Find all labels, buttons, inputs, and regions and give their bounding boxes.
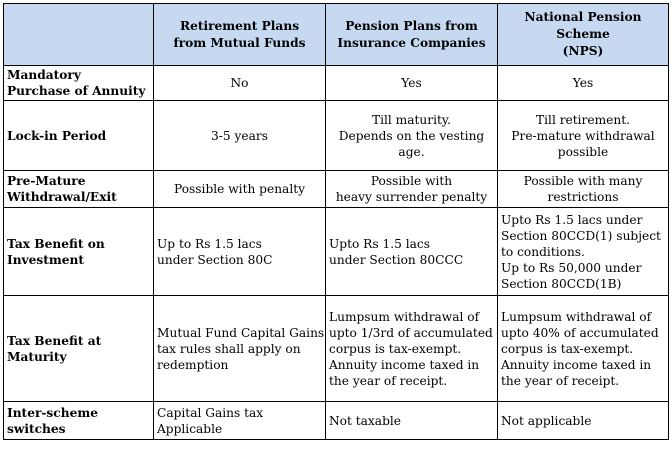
table-cell bbox=[154, 171, 326, 208]
table-cell bbox=[154, 402, 326, 440]
cell-line: Till retirement. bbox=[536, 112, 630, 127]
row-label-cell bbox=[4, 208, 154, 296]
row-label-cell bbox=[4, 296, 154, 402]
cell-line: Upto Rs 1.5 lacs under bbox=[501, 212, 643, 227]
cell-line: No bbox=[230, 76, 249, 90]
cell-line: Section 80CCD(1B) bbox=[501, 276, 622, 291]
header-line: Pension Plans from bbox=[345, 18, 478, 33]
row-label-line: Tax Benefit on bbox=[7, 236, 105, 251]
table-cell bbox=[326, 402, 498, 440]
header-line: Insurance Companies bbox=[337, 35, 486, 50]
row-label-line: Inter-scheme bbox=[7, 405, 98, 420]
cell-line: the year of receipt. bbox=[329, 373, 448, 388]
row-label-line: Withdrawal/Exit bbox=[7, 190, 117, 204]
header-line: National Pension bbox=[524, 10, 642, 24]
row-label-cell bbox=[4, 171, 154, 208]
row-label-cell bbox=[4, 402, 154, 440]
cell-line: corpus is tax-exempt. bbox=[329, 341, 462, 356]
cell-line: Up to Rs 1.5 lacs bbox=[157, 236, 262, 251]
cell-line: Not applicable bbox=[501, 413, 592, 428]
cell-line: Possible with many bbox=[523, 174, 643, 188]
cell-line: under Section 80CCC bbox=[329, 252, 464, 267]
cell-line: Annuity income taxed in bbox=[329, 357, 480, 372]
table-row bbox=[4, 208, 669, 296]
row-label-line: Lock-in Period bbox=[7, 128, 107, 143]
table-cell bbox=[154, 208, 326, 296]
cell-line: possible bbox=[557, 144, 609, 159]
header-line: Scheme bbox=[556, 27, 610, 41]
cell-line: redemption bbox=[157, 357, 229, 372]
row-label-line: switches bbox=[7, 421, 66, 436]
cell-line: Annuity income taxed in bbox=[501, 357, 652, 372]
row-label-cell bbox=[4, 101, 154, 171]
header-corner-cell bbox=[4, 4, 154, 66]
cell-line: Possible with penalty bbox=[174, 182, 305, 196]
cell-line: upto 40% of accumulated bbox=[501, 325, 659, 340]
row-label-line: Tax Benefit at bbox=[7, 333, 102, 348]
cell-line: age. bbox=[398, 144, 425, 159]
table-row bbox=[4, 402, 669, 440]
cell-line: restrictions bbox=[547, 190, 619, 204]
header-line: (NPS) bbox=[562, 44, 604, 58]
table-row bbox=[4, 101, 669, 171]
table-cell bbox=[326, 296, 498, 402]
table-row bbox=[4, 171, 669, 208]
table-cell bbox=[154, 66, 326, 101]
cell-line: Mutual Fund Capital Gains bbox=[157, 325, 325, 340]
row-label-line: Maturity bbox=[7, 349, 67, 364]
cell-line: Yes bbox=[572, 76, 594, 90]
cell-line: Lumpsum withdrawal of bbox=[329, 309, 480, 324]
row-label-cell bbox=[4, 66, 154, 101]
cell-line: upto 1/3rd of accumulated bbox=[329, 325, 493, 340]
cell-line: Up to Rs 50,000 under bbox=[501, 260, 642, 275]
table-row bbox=[4, 296, 669, 402]
cell-line: Capital Gains tax bbox=[157, 405, 264, 420]
table-cell bbox=[498, 66, 669, 101]
cell-line: Till maturity. bbox=[371, 112, 452, 127]
header-nps bbox=[498, 4, 669, 66]
cell-line: to conditions. bbox=[501, 244, 585, 259]
cell-line: Lumpsum withdrawal of bbox=[501, 309, 652, 324]
cell-line: Section 80CCD(1) subject bbox=[501, 228, 661, 243]
header-mutual-funds bbox=[154, 4, 326, 66]
row-label-line: Investment bbox=[7, 252, 85, 267]
row-label-line: Pre-Mature bbox=[7, 174, 86, 188]
table-cell bbox=[498, 296, 669, 402]
cell-line: Not taxable bbox=[329, 413, 401, 428]
cell-line: under Section 80C bbox=[157, 252, 273, 267]
table-cell bbox=[498, 171, 669, 208]
table-cell bbox=[498, 208, 669, 296]
comparison-table bbox=[3, 3, 669, 440]
header-insurance bbox=[326, 4, 498, 66]
table-cell bbox=[498, 101, 669, 171]
header-line: from Mutual Funds bbox=[173, 35, 306, 50]
table-cell bbox=[326, 208, 498, 296]
header-line: Retirement Plans bbox=[179, 18, 300, 33]
table-cell bbox=[326, 66, 498, 101]
table-cell bbox=[154, 296, 326, 402]
header-row bbox=[4, 4, 669, 66]
cell-line: Possible with bbox=[370, 174, 453, 188]
cell-line: corpus is tax-exempt. bbox=[501, 341, 634, 356]
cell-line: tax rules shall apply on bbox=[157, 341, 301, 356]
cell-line: heavy surrender penalty bbox=[335, 190, 488, 204]
cell-line: Yes bbox=[401, 76, 422, 90]
cell-line: Depends on the vesting bbox=[338, 128, 485, 143]
table-cell bbox=[326, 171, 498, 208]
cell-line: 3-5 years bbox=[211, 128, 268, 143]
table-cell bbox=[326, 101, 498, 171]
row-label-line: Purchase of Annuity bbox=[7, 84, 146, 98]
table-cell bbox=[154, 101, 326, 171]
cell-line: Pre-mature withdrawal bbox=[511, 128, 655, 143]
cell-line: the year of receipt. bbox=[501, 373, 620, 388]
row-label-line: Mandatory bbox=[7, 68, 81, 82]
cell-line: Applicable bbox=[157, 421, 223, 436]
table-cell bbox=[498, 402, 669, 440]
cell-line: Upto Rs 1.5 lacs bbox=[329, 236, 430, 251]
table-row bbox=[4, 66, 669, 101]
